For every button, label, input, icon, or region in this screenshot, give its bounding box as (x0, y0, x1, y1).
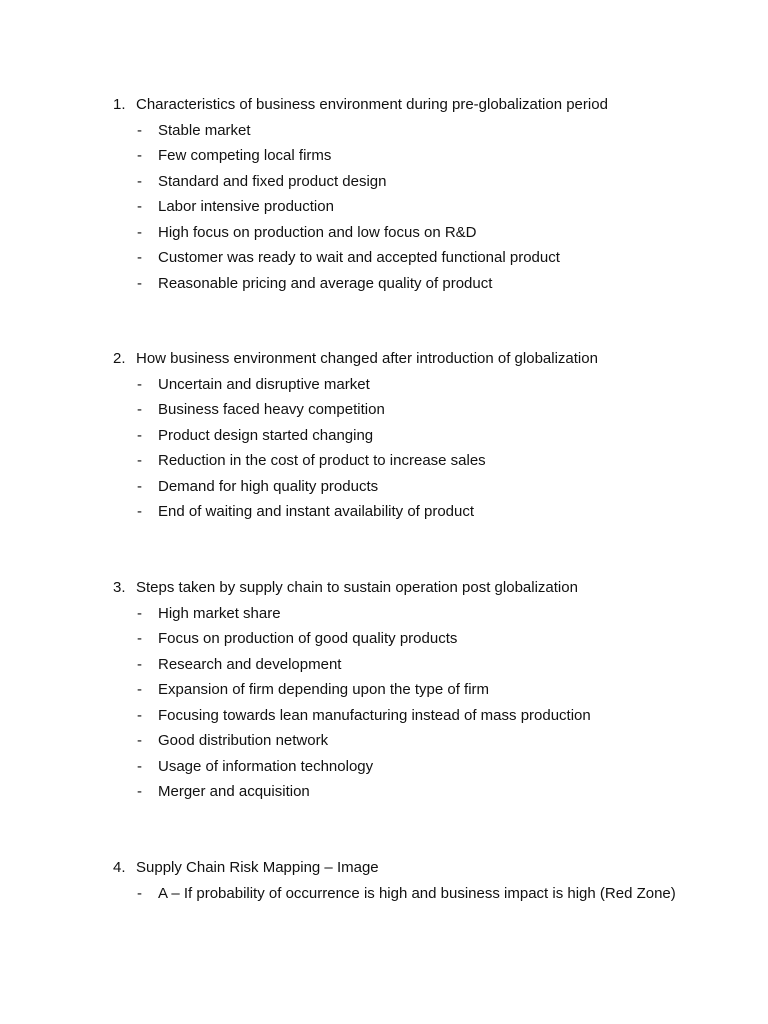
list-bullet: - (137, 172, 142, 190)
list-bullet: - (137, 249, 142, 266)
section-title: How business environment changed after introduction of globalization (136, 350, 598, 367)
list-bullet: - (137, 503, 142, 520)
section-number: 1. (113, 96, 126, 113)
list-item: Labor intensive production (158, 198, 334, 215)
section-number: 4. (113, 859, 126, 876)
list-item: High market share (158, 604, 281, 622)
list-item: Focusing towards lean manufacturing instead of mass production (158, 706, 591, 724)
list-item: Demand for high quality products (158, 477, 379, 495)
list-bullet: - (137, 681, 142, 698)
list-item: Usage of information technology (158, 757, 374, 775)
list-item: Uncertain and disruptive market (158, 375, 370, 393)
list-bullet: - (137, 147, 142, 164)
list-bullet: - (137, 706, 142, 724)
list-bullet: - (137, 426, 142, 444)
list-item: Reduction in the cost of product to increase sales (158, 452, 486, 469)
list-item: Reasonable pricing and average quality of product (158, 274, 493, 292)
list-item: Few competing local firms (158, 147, 332, 164)
list-item: Standard and fixed product design (158, 172, 387, 190)
list-bullet: - (137, 884, 142, 902)
list-item: End of waiting and instant availability of product (158, 503, 475, 520)
list-item: Expansion of firm depending upon the type of firm (158, 681, 490, 698)
list-bullet: - (137, 732, 142, 749)
list-bullet: - (137, 375, 142, 393)
list-bullet: - (137, 630, 142, 647)
list-item: High focus on production and low focus on R&D (158, 223, 477, 241)
list-item: Focus on production of good quality products (158, 630, 458, 647)
list-bullet: - (137, 757, 142, 775)
list-bullet: - (137, 604, 142, 622)
list-bullet: - (137, 783, 142, 800)
list-bullet: - (137, 477, 142, 495)
section-title: Characteristics of business environment during pre-globalization period (136, 96, 608, 113)
section-title: Steps taken by supply chain to sustain operation post globalization (136, 579, 578, 596)
section-number: 2. (113, 350, 126, 367)
list-bullet: - (137, 655, 142, 673)
list-item: Research and development (158, 655, 342, 673)
list-item: Good distribution network (158, 732, 329, 749)
list-bullet: - (137, 452, 142, 469)
list-bullet: - (137, 198, 142, 215)
list-item: A – If probability of occurrence is high and business impact is high (Red Zone) (158, 884, 676, 902)
list-bullet: - (137, 401, 142, 418)
list-bullet: - (137, 274, 142, 292)
section-number: 3. (113, 579, 126, 596)
list-item: Merger and acquisition (158, 783, 310, 800)
list-item: Business faced heavy competition (158, 401, 385, 418)
list-item: Stable market (158, 121, 251, 139)
list-item: Customer was ready to wait and accepted functional product (158, 249, 560, 266)
list-bullet: - (137, 223, 142, 241)
list-bullet: - (137, 121, 142, 139)
section-title: Supply Chain Risk Mapping – Image (136, 859, 379, 876)
list-item: Product design started changing (158, 426, 374, 444)
